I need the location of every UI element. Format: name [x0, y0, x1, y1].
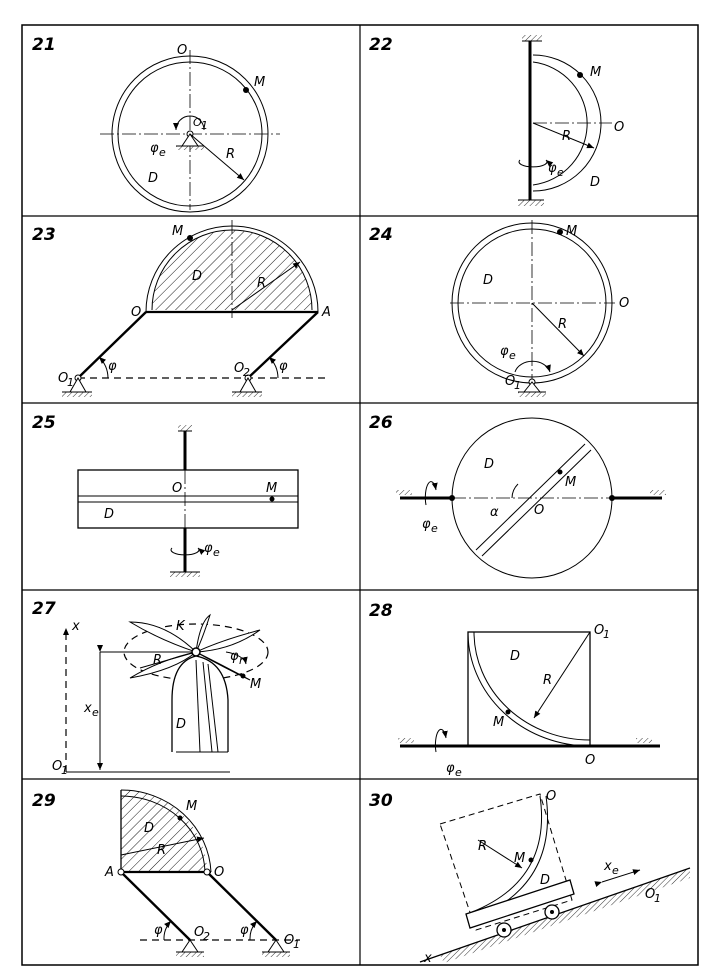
label-M: M: [493, 715, 505, 730]
label-O1: O: [52, 759, 63, 774]
panel-28: [369, 601, 660, 779]
label-R: R: [558, 317, 568, 332]
label-O: O: [172, 481, 183, 496]
label-M: M: [565, 475, 577, 490]
panel-number: 27: [32, 599, 56, 619]
label-x: x: [72, 619, 80, 634]
label-alpha: α: [490, 505, 499, 520]
label-phi: φ: [500, 344, 509, 359]
label-O1-sub: 1: [67, 376, 74, 389]
label-M: M: [514, 851, 526, 866]
label-O2: O: [234, 361, 245, 376]
label-O1-sub: 1: [293, 938, 300, 951]
panel-26: [369, 413, 666, 578]
label-O1-sub: 1: [603, 628, 610, 641]
label-O2-sub: 2: [203, 930, 210, 943]
label-D: D: [540, 873, 551, 888]
panel-23: [32, 220, 331, 397]
label-xe-sub: e: [92, 706, 99, 719]
panel-number: 21: [32, 35, 56, 55]
label-phi-sub: e: [455, 766, 462, 779]
label-O1: O: [193, 116, 202, 129]
panel-22: [369, 35, 624, 206]
label-O: O: [614, 120, 625, 135]
label-R: R: [153, 653, 163, 668]
label-M: M: [566, 224, 578, 239]
label-D: D: [484, 457, 495, 472]
panel-29: [32, 790, 300, 957]
label-O: O: [534, 503, 545, 518]
label-O1-sub: 1: [654, 892, 661, 905]
label-M: M: [172, 224, 184, 239]
panel-number: 23: [32, 225, 56, 245]
label-O1-sub: 1: [514, 379, 521, 392]
label-D: D: [510, 649, 521, 664]
label-phi-sub: e: [557, 166, 564, 179]
label-O: O: [214, 865, 225, 880]
label-D: D: [590, 175, 601, 190]
label-O2: O: [194, 925, 205, 940]
label-xe: x: [604, 859, 612, 874]
label-M: M: [254, 75, 266, 90]
label-R: R: [257, 276, 267, 291]
label-D: D: [148, 171, 159, 186]
label-M: M: [266, 481, 278, 496]
label-phi: φ: [422, 517, 431, 532]
label-K: K: [176, 619, 185, 634]
panel-number: 28: [369, 601, 393, 621]
label-phi-sub: r: [239, 654, 244, 667]
label-O: O: [131, 305, 142, 320]
panel-number: 25: [32, 413, 56, 433]
label-phi: φ: [204, 541, 213, 556]
label-O2-sub: 2: [243, 366, 250, 379]
label-R: R: [226, 147, 236, 162]
label-phi: φ: [446, 761, 455, 776]
label-R: R: [157, 843, 167, 858]
label-D: D: [176, 717, 187, 732]
panel-number: 30: [369, 791, 393, 811]
label-O1: O: [284, 933, 295, 948]
label-D: D: [483, 273, 494, 288]
label-O1-sub: 1: [61, 764, 68, 777]
panel-number: 22: [369, 35, 393, 55]
panel-27: [32, 599, 268, 777]
label-phi: φ: [548, 161, 557, 176]
panel-24: [369, 220, 629, 397]
panel-number: 24: [369, 225, 393, 245]
label-A: A: [322, 305, 331, 320]
panel-30: [369, 789, 690, 966]
label-phi: φ: [150, 141, 159, 156]
label-D: D: [144, 821, 155, 836]
panel-21: [32, 35, 280, 212]
label-phi-1: φ: [154, 923, 163, 938]
label-phi-2: φ: [279, 359, 288, 374]
label-M: M: [590, 65, 602, 80]
label-O1-sub: 1: [201, 119, 208, 132]
label-xe-sub: e: [612, 864, 619, 877]
label-R: R: [543, 673, 553, 688]
label-M: M: [186, 799, 198, 814]
label-O: O: [585, 753, 596, 768]
label-M: M: [250, 677, 262, 692]
panel-number: 29: [32, 791, 56, 811]
label-x: x: [424, 951, 432, 966]
label-R: R: [562, 129, 572, 144]
label-D: D: [104, 507, 115, 522]
label-R: R: [478, 839, 488, 854]
label-O1: O: [505, 374, 516, 389]
label-D: D: [192, 269, 203, 284]
label-O1: O: [594, 623, 605, 638]
label-O1: O: [58, 371, 69, 386]
label-phi-2: φ: [240, 923, 249, 938]
label-xe: x: [84, 701, 92, 716]
label-O: O: [619, 296, 630, 311]
label-phi-sub: e: [509, 349, 516, 362]
label-phi: φ: [230, 649, 239, 664]
label-O: O: [177, 43, 188, 58]
label-phi-sub: e: [431, 522, 438, 535]
label-phi-sub: e: [213, 546, 220, 559]
label-phi-sub: e: [159, 146, 166, 159]
panel-number: 26: [369, 413, 393, 433]
label-phi-1: φ: [108, 359, 117, 374]
label-A: A: [105, 865, 114, 880]
label-O: O: [546, 789, 557, 804]
panel-25: [32, 413, 298, 577]
label-O1: O: [645, 887, 656, 902]
